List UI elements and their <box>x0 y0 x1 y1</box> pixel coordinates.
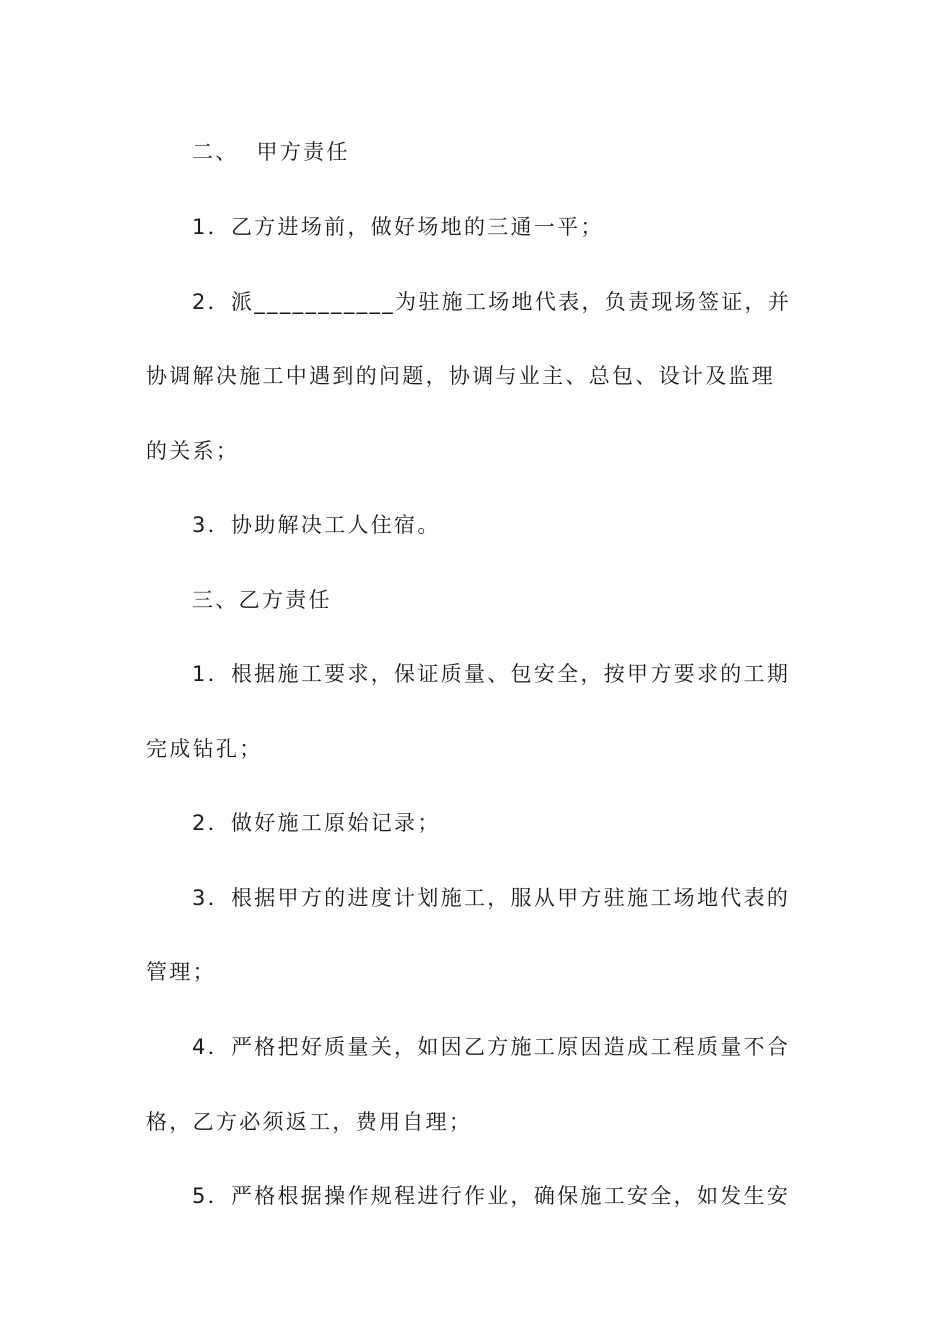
paragraph-line: 5．严格根据操作规程进行作业，确保施工安全，如发生安 <box>192 1184 791 1208</box>
paragraph-line: 管理； <box>146 960 216 984</box>
section-heading-party-b: 三、乙方责任 <box>192 588 332 612</box>
paragraph-line: 4．严格把好质量关，如因乙方施工原因造成工程质量不合 <box>192 1035 791 1059</box>
paragraph-line: 3．根据甲方的进度计划施工，服从甲方驻施工场地代表的 <box>192 886 791 910</box>
paragraph-line: 2．派___________为驻施工场地代表，负责现场签证，并 <box>192 290 792 314</box>
section-heading-party-a: 二、 甲方责任 <box>192 140 350 164</box>
paragraph-line: 3．协助解决工人住宿。 <box>192 513 441 537</box>
paragraph-line: 1．根据施工要求，保证质量、包安全，按甲方要求的工期 <box>192 662 791 686</box>
paragraph-line: 完成钻孔； <box>146 737 263 761</box>
paragraph-line: 格，乙方必须返工，费用自理； <box>146 1110 473 1134</box>
paragraph-line: 协调解决施工中遇到的问题，协调与业主、总包、设计及监理 <box>146 364 776 388</box>
paragraph-line: 2．做好施工原始记录； <box>192 811 441 835</box>
paragraph-line: 1．乙方进场前，做好场地的三通一平； <box>192 215 604 239</box>
paragraph-line: 的关系； <box>146 439 240 463</box>
